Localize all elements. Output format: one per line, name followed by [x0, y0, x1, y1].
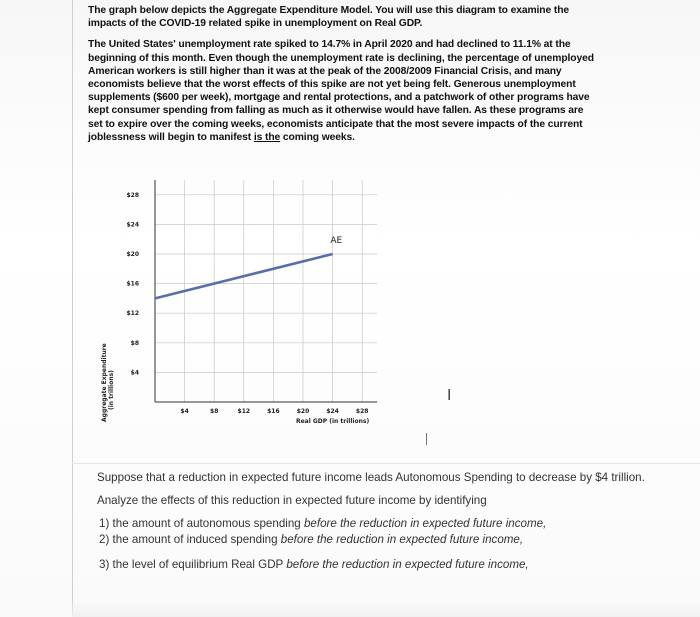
- y-axis-label: [101, 343, 115, 422]
- x-tick-label: $16: [267, 408, 280, 415]
- question-item-2: [99, 532, 657, 547]
- question-item-2-prefix: 2) the amount of induced spending: [99, 533, 281, 546]
- question-item-3-emph: before the reduction in expected future income,: [286, 558, 529, 571]
- content-left-border: [72, 0, 73, 617]
- aggregate-expenditure-chart: [95, 176, 425, 436]
- x-tick-label: $4: [180, 408, 189, 415]
- y-tick-label: $24: [126, 221, 139, 229]
- series-annotation: AE: [330, 235, 343, 246]
- y-tick-label: $28: [126, 191, 139, 199]
- y-tick-label: $4: [130, 369, 139, 377]
- x-tick-label: $28: [355, 408, 369, 415]
- intro-paragraph-end: coming weeks.: [280, 131, 355, 143]
- y-axis-label-sub: (in trillions): [108, 370, 115, 410]
- question-item-3-prefix: 3) the level of equilibrium Real GDP: [99, 558, 287, 571]
- y-tick-label: $8: [130, 339, 139, 347]
- question-item-1: [99, 516, 657, 531]
- y-tick-label: $16: [126, 280, 139, 288]
- question-block: [97, 470, 657, 572]
- y-tick-label: $20: [126, 251, 139, 258]
- text-cursor-icon: I: [447, 386, 452, 404]
- y-axis-label-main: Aggregate Expenditure: [101, 343, 108, 422]
- question-item-1-prefix: 1) the amount of autonomous spending: [99, 517, 304, 530]
- y-tick-label: $12: [126, 310, 139, 318]
- question-item-3: [99, 557, 657, 572]
- underlined-phrase: is the: [253, 131, 281, 143]
- question-item-1-emph: before the reduction in expected future income,: [303, 517, 547, 530]
- intro-paragraph: [88, 38, 598, 144]
- x-tick-label: $12: [237, 408, 251, 415]
- section-divider: [72, 463, 700, 464]
- question-suppose: Suppose that a reduction in expected future income leads Autonomous Spending to decrease by $4 trillion.: [97, 471, 645, 484]
- question-item-2-emph: before the reduction in expected future income,: [280, 533, 524, 546]
- x-axis-label: Real GDP (in trillions): [295, 418, 370, 425]
- x-tick-label: $20: [296, 408, 310, 415]
- caret-line: [426, 433, 427, 445]
- intro-heading: The graph below depicts the Aggregate Expenditure Model. You will use this diagram to examine the impacts of the COVID-19 related spike in unemployment on Real GDP.: [88, 5, 570, 30]
- bottom-shadow: [72, 600, 700, 617]
- question-analyze: Analyze the effects of this reduction in expected future income by identifying: [97, 494, 487, 507]
- x-tick-label: $24: [326, 408, 339, 415]
- x-tick-label: $8: [210, 408, 219, 415]
- intro-text: [88, 4, 598, 152]
- chart-svg: [95, 176, 425, 436]
- intro-paragraph-main: The United States' unemployment rate spiked to 14.7% in April 2020 and had declined to 11.1% at the beginning of this month. Even though the unemployment rate is declining, the percentage of unemployed American workers is still higher than it was at the peak of the 2008/2009 Financial Crisis, and many economists believe that the worst effects of this spike are not yet being felt. Generous unemployment supplements ($600 per week), mortgage and rental protections, and a patchwork of other programs have kept consumer spending from falling as much as it otherwise would have fallen. As these programs are set to expire over the coming weeks, economists anticipate that the most severe impacts of the current joblessness will begin to manifest: [88, 39, 594, 143]
